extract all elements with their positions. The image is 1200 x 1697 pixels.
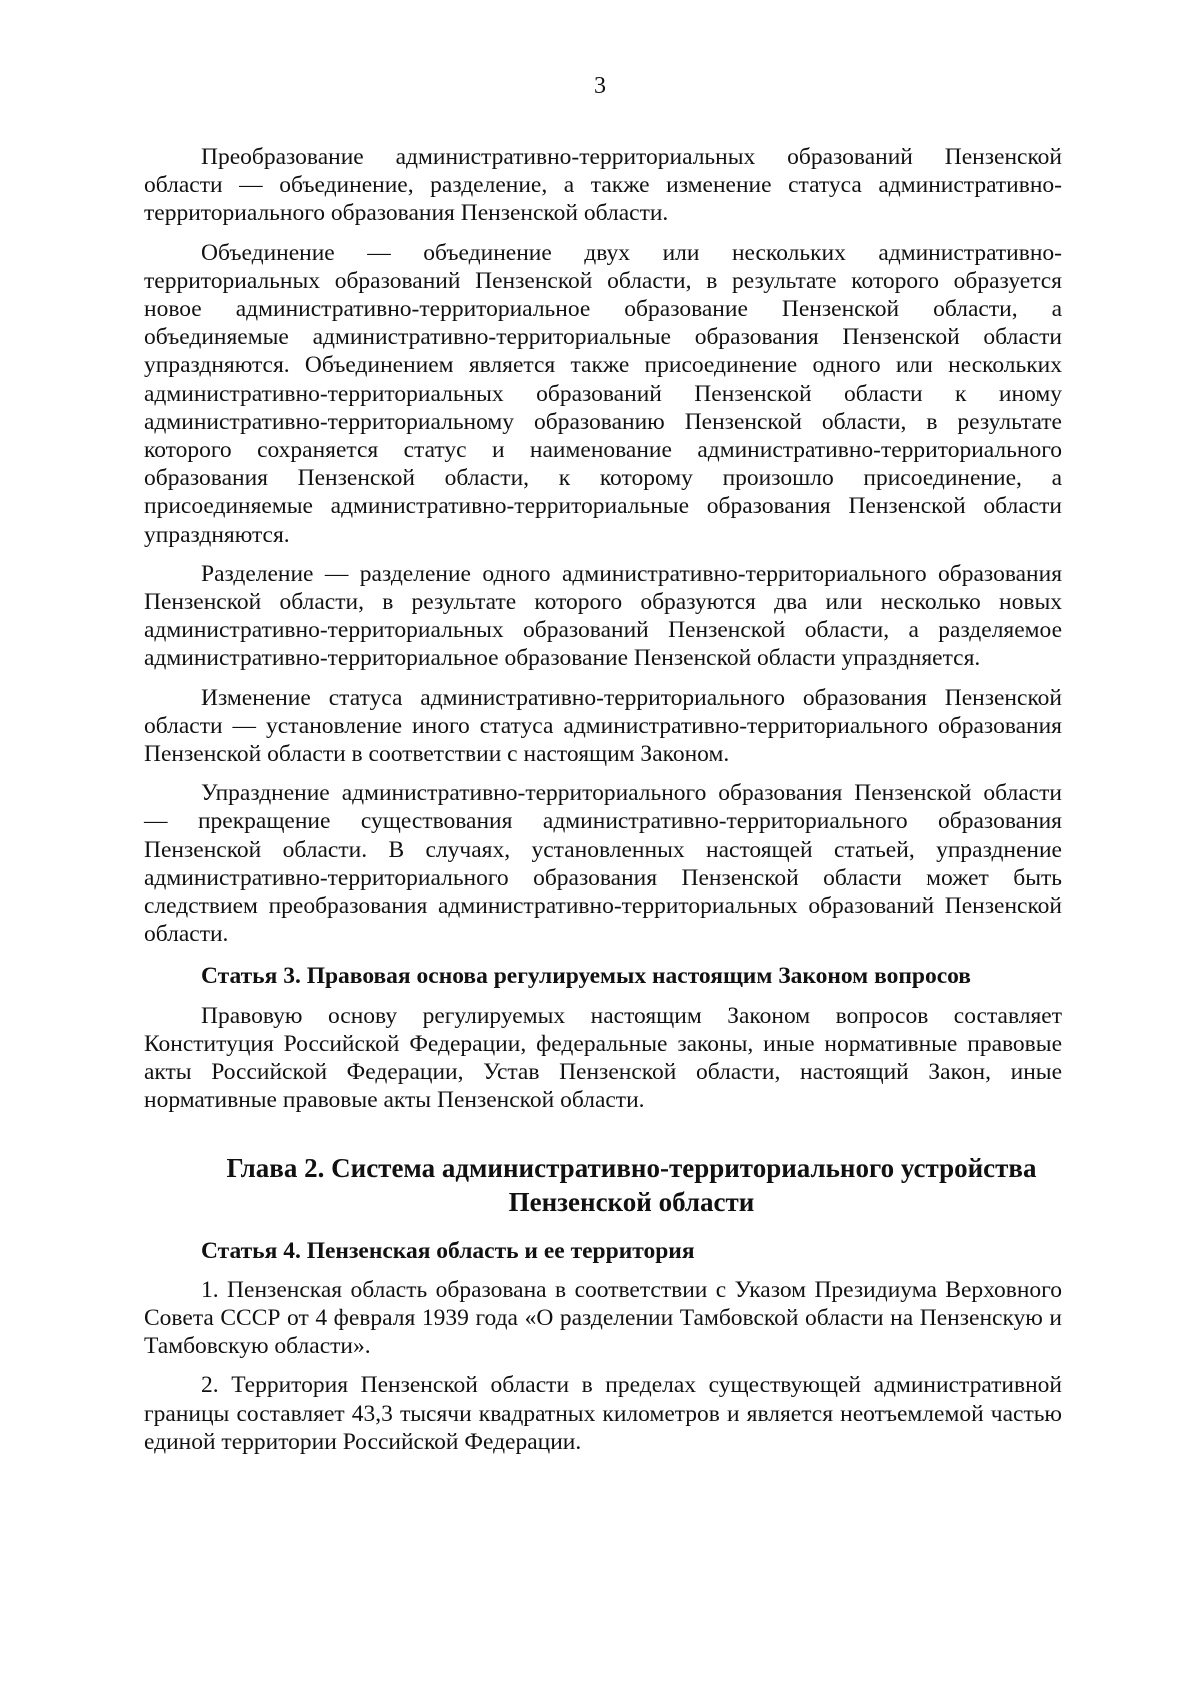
page-number: 3: [594, 73, 606, 99]
chapter-2-heading-line1: Глава 2. Система административно-территориального устройства: [226, 1152, 1037, 1183]
definition-abolition: Упразднение административно-территориального образования Пензенской области — прекращение существования административно-территориального образования Пензенской области. В случаях, установленных настоящей статьей, упразднение административно-территориального образования Пензенской области может быть следствием преобразования административно-территориальных образований Пензенской области.: [144, 780, 1062, 948]
article-3-text: Правовую основу регулируемых настоящим Законом вопросов составляет Конституция Российской Федерации, федеральные законы, иные нормативные правовые акты Российской Федерации, Устав Пензенской области, настоящий Закон, иные нормативные правовые акты Пензенской области.: [144, 1002, 1062, 1114]
chapter-2-heading: [144, 1151, 1062, 1219]
article-4-heading: Статья 4. Пензенская область и ее территория: [201, 1237, 695, 1264]
chapter-2-heading-line2: Пензенской области: [508, 1186, 755, 1217]
article-4-item-2: 2. Территория Пензенской области в пределах существующей административной границы составляет 43,3 тысячи квадратных километров и является неотъемлемой частью единой территории Российской Федерации.: [144, 1372, 1062, 1455]
definition-transformation: Преобразование административно-территориальных образований Пензенской области — объединение, разделение, а также изменение статуса административно-территориального образования Пензенской области.: [144, 144, 1062, 227]
article-3-heading: Статья 3. Правовая основа регулируемых настоящим Законом вопросов: [201, 963, 971, 990]
definition-division: Разделение — разделение одного административно-территориального образования Пензенской области, в результате которого образуются два или несколько новых административно-территориальных образований Пензенской области, а разделяемое административно-территориальное образование Пензенской области упраздняется.: [144, 560, 1062, 672]
definition-merger: Объединение — объединение двух или нескольких административно-территориальных образований Пензенской области, в результате которого образуется новое административно-территориальное образование Пензенской области, а объединяемые административно-территориальные образования Пензенской области упраздняются. Объединением является также присоединение одного или нескольких административно-территориальных образований Пензенской области к иному административно-территориальному образованию Пензенской области, в результате которого сохраняется статус и наименование административно-территориального образования Пензенской области, к которому произошло присоединение, а присоединяемые административно-территориальные образования Пензенской области упраздняются.: [144, 239, 1062, 548]
article-4-item-1: 1. Пензенская область образована в соответствии с Указом Президиума Верховного Совета СССР от 4 февраля 1939 года «О разделении Тамбовской области на Пензенскую и Тамбовскую области».: [144, 1276, 1062, 1360]
definition-status-change: Изменение статуса административно-территориального образования Пензенской области — установление иного статуса административно-территориального образования Пензенской области в соответствии с настоящим Законом.: [144, 684, 1062, 768]
page-content: [144, 143, 1062, 1467]
